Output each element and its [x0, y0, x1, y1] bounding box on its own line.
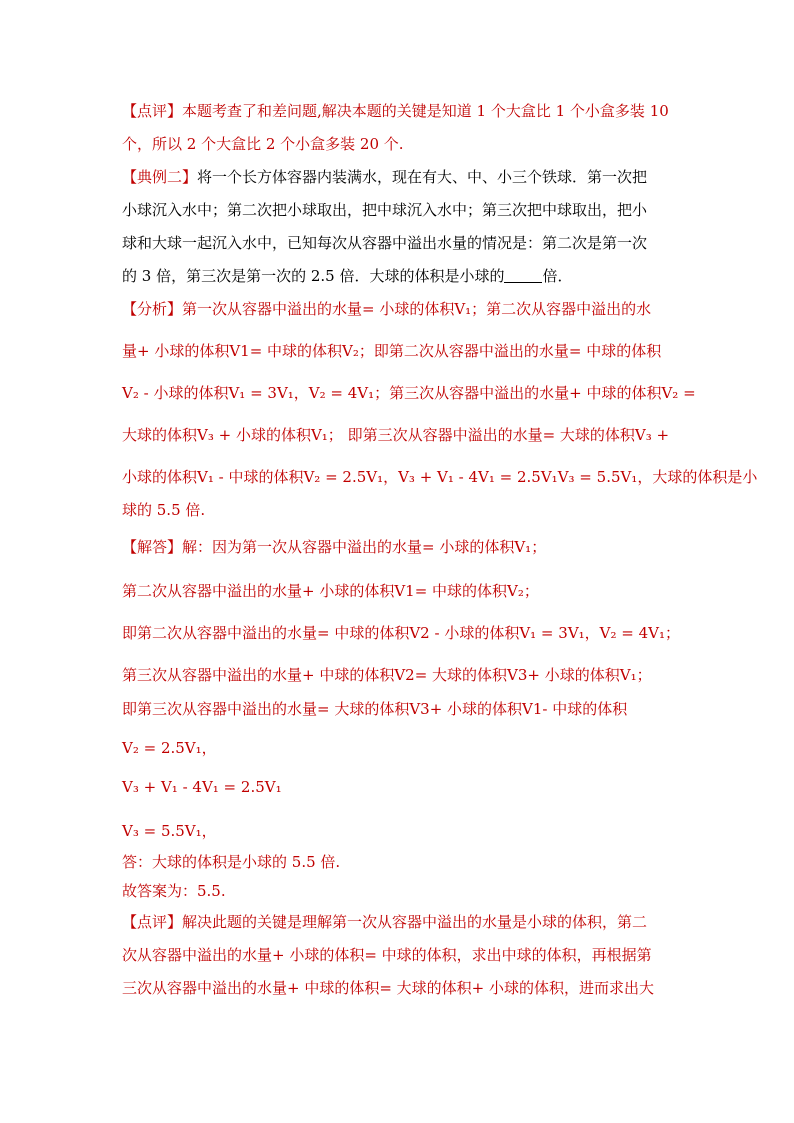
text-line-20	[122, 820, 217, 841]
text-run: 小球沉入水中；第二次把小球取出，把中球沉入水中；第三次把中球取出，把小	[122, 201, 648, 219]
text-line-14	[122, 580, 539, 601]
text-line-4	[122, 199, 647, 220]
text-run: 第二次从容器中溢出的水量+ 小球的体积V1= 中球的体积V₂；	[122, 582, 539, 600]
text-run: 将一个长方体容器内装满水，现在有大、中、小三个铁球．第一次把	[197, 168, 648, 186]
text-run: V₂ - 小球的体积V₁ = 3V₁，V₂ = 4V₁；第三次从容器中溢出的水量+ 中球的体积V₂ =	[122, 384, 696, 402]
text-line-16	[122, 664, 652, 685]
text-run: V₃ + V₁ - 4V₁ = 2.5V₁	[122, 778, 282, 796]
text-run: 三次从容器中溢出的水量+ 中球的体积= 大球的体积+ 小球的体积，进而求出大	[122, 979, 655, 997]
text-line-8	[122, 340, 661, 361]
text-line-3	[122, 166, 647, 187]
text-run: 大球的体积V₃ + 小球的体积V₁； 即第三次从容器中溢出的水量= 大球的体积V₃ +	[122, 426, 670, 444]
text-run: V₂ = 2.5V₁，	[122, 739, 217, 757]
text-line-2	[122, 133, 404, 154]
text-run: 第三次从容器中溢出的水量+ 中球的体积V2= 大球的体积V3+ 小球的体积V₁；	[122, 666, 652, 684]
text-run: 【分析】第一次从容器中溢出的水量= 小球的体积V₁；第二次从容器中溢出的水	[122, 300, 652, 318]
text-line-11	[122, 466, 757, 487]
text-line-18	[122, 737, 217, 758]
text-run: 的 3 倍，第三次是第一次的 2.5 倍．大球的体积是小球的	[122, 267, 505, 285]
text-run: 倍．	[542, 267, 573, 285]
text-run: 次从容器中溢出的水量+ 小球的体积= 中球的体积，求出中球的体积，再根据第	[122, 946, 652, 964]
text-run: 答：大球的体积是小球的 5.5 倍.	[122, 853, 341, 871]
text-line-24	[122, 944, 652, 965]
text-run: 【点评】解决此题的关键是理解第一次从容器中溢出的水量是小球的体积，第二	[122, 913, 648, 931]
text-run: 即第二次从容器中溢出的水量= 中球的体积V2 - 小球的体积V₁ = 3V₁，V₂ = 4V₁；	[122, 624, 680, 642]
text-run: 球的 5.5 倍.	[122, 501, 206, 519]
text-line-17	[122, 698, 627, 719]
text-run: 故答案为：5.5.	[122, 882, 226, 900]
text-run: 【点评】本题考查了和差问题,解决本题的关键是知道 1 个大盒比 1 个小盒多装 10	[122, 102, 669, 120]
text-run: 即第三次从容器中溢出的水量= 大球的体积V3+ 小球的体积V1- 中球的体积	[122, 700, 628, 718]
text-run: 【解答】	[122, 538, 183, 556]
text-line-9	[122, 382, 696, 403]
text-run: 个，所以 2 个大盒比 2 个小盒多装 20 个.	[122, 135, 404, 153]
text-line-7	[122, 298, 651, 319]
text-line-23	[122, 911, 647, 932]
text-run: 【典例二】	[122, 168, 198, 186]
text-line-19	[122, 778, 282, 796]
text-line-6	[122, 265, 573, 286]
text-line-25	[122, 977, 654, 998]
text-run: 小球的体积V₁ - 中球的体积V₂ = 2.5V₁，V₃ + V₁ - 4V₁ = 2.5V₁V₃ = 5.5V₁，大球的体积是小	[122, 468, 758, 486]
text-line-10	[122, 424, 669, 445]
text-line-1	[122, 100, 669, 121]
text-run: 解：因为第一次从容器中溢出的水量= 小球的体积V₁；	[182, 538, 547, 556]
text-line-5	[122, 232, 647, 253]
text-line-13	[122, 536, 546, 557]
text-line-22	[122, 880, 226, 901]
text-line-15	[122, 622, 680, 643]
text-run: 球和大球一起沉入水中，已知每次从容器中溢出水量的情况是：第二次是第一次	[122, 234, 648, 252]
text-run: 量+ 小球的体积V1= 中球的体积V₂；即第二次从容器中溢出的水量= 中球的体积	[122, 342, 662, 360]
text-line-12	[122, 499, 205, 520]
text-run: V₃ = 5.5V₁，	[122, 822, 217, 840]
text-line-21	[122, 851, 340, 872]
answer-blank	[504, 268, 542, 283]
